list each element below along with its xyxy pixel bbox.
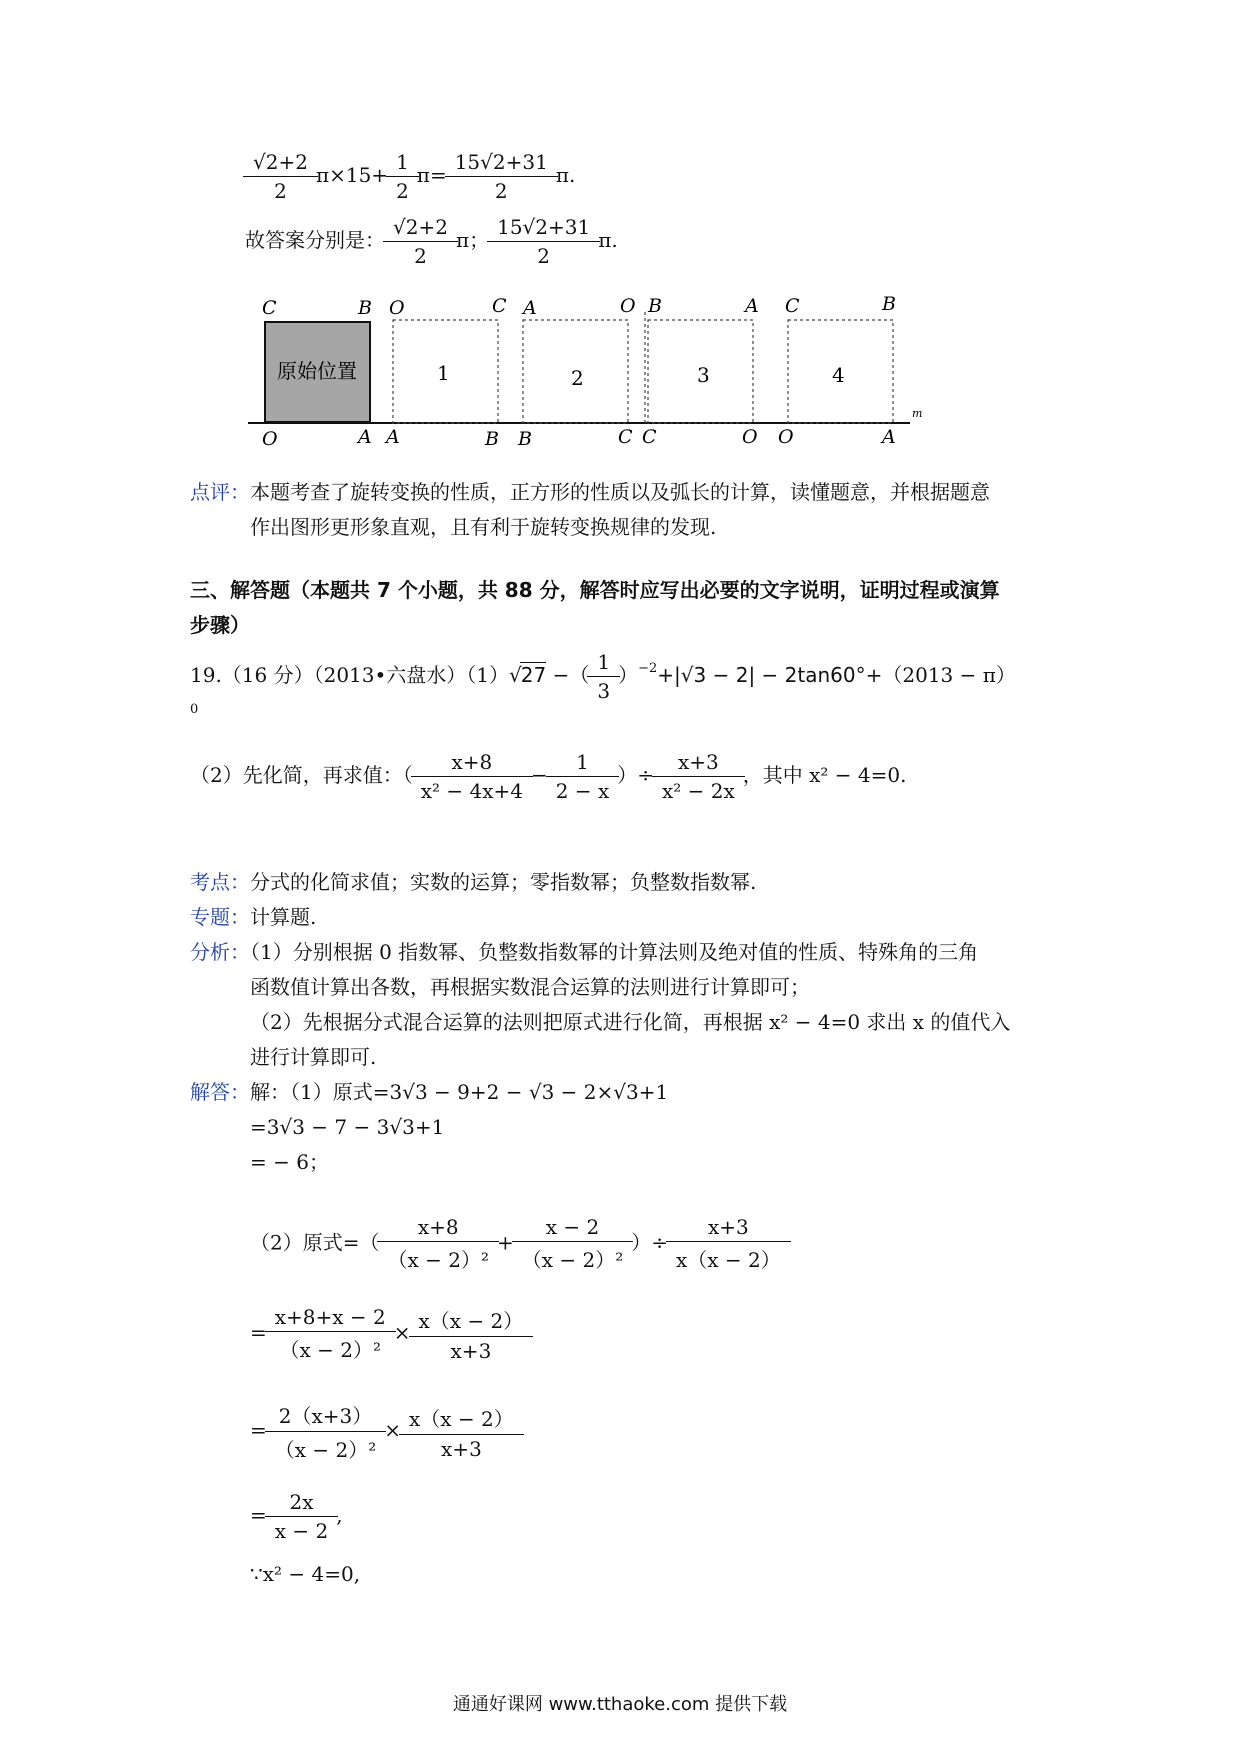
solution-step-2 [250,1305,531,1363]
kaodian-label: 考点： [190,870,250,894]
eq-text: −（ [546,663,590,687]
exponent-zero: 0 [190,702,199,717]
eq-text: π； [455,228,490,252]
eq-text: π= [416,163,447,187]
comment-block [190,475,1060,545]
zhuanti-block [190,900,1060,935]
frac-den: x² − 4x+4 [411,776,533,803]
frac-den: 2 [386,176,419,203]
square-number: 4 [832,363,845,387]
frac-den: 2 − x [546,776,619,803]
vertex-label: C [262,297,277,319]
frac-num: x（x − 2） [409,1406,514,1431]
kaodian-block [190,865,1060,900]
frac-num: x（x − 2） [418,1309,524,1333]
frac-num: √2+2 [253,150,308,174]
fenxi-block [190,935,1060,1075]
q19-part2 [190,750,907,803]
vertex-label: A [523,297,537,319]
eq-text: , [336,1503,343,1527]
eq-text: + [496,1230,514,1255]
page-footer: 通通好课网 www.tthaoke.com 提供下载 [452,1694,788,1715]
vertex-label: A [745,295,759,317]
eq-text: − [531,763,548,787]
frac-num: 2x [289,1490,314,1514]
frac-num: x+8+x − 2 [274,1305,386,1329]
frac-den: （x − 2）² [265,1431,387,1463]
eq-text: = [250,1418,267,1442]
eq-text: ）÷ [631,1230,669,1255]
frac-den: （x − 2）² [377,1241,499,1273]
rotation-diagram [0,285,1240,450]
zhuanti-label: 专题： [190,905,250,929]
eq-text: ）÷ [617,763,655,787]
fenxi-text: 进行计算即可. [250,1045,377,1069]
axis-label: m [912,407,923,420]
eq-text: +（2013 − π） [865,663,1016,687]
eq-text: × [393,1320,411,1345]
square-number: 2 [571,366,584,390]
frac-num: 2（x+3） [278,1404,373,1428]
answer-prefix: 故答案分别是： [245,228,385,252]
frac-den: x − 2 [265,1516,338,1543]
section-heading-line: 步骤） [190,613,250,637]
section-heading [190,573,1060,643]
vertex-label: B [358,297,372,319]
question-prefix: 19.（16 分）（2013•六盘水）（1） [190,663,510,687]
frac-den: （x − 2）² [512,1241,634,1273]
vertex-label: B [648,295,662,317]
frac-num: 1 [576,750,589,774]
fenxi-text: （2）先根据分式混合运算的法则把原式进行化简，再根据 x² − 4=0 求出 x 的值代入 [250,1010,1011,1034]
solution-line: =3√3 − 7 − 3√3+1 [250,1115,445,1139]
kaodian-text: 分式的化简求值；实数的运算；零指数幂；负整数指数幂. [250,870,757,894]
frac-num: x+3 [678,750,719,774]
vertex-label: O [389,297,405,319]
jieda-block [190,1075,1060,1180]
answer-line [245,215,618,268]
radicand: 27 [520,663,547,687]
top-equation [245,150,575,203]
sqrt-sign: √ [509,663,522,687]
zhuanti-text: 计算题. [250,905,317,929]
section-heading-line: 三、解答题（本题共 7 个小题，共 88 分，解答时应写出必要的文字说明，证明过程或演算 [190,578,1000,602]
square-number: 3 [697,363,710,387]
eq-text: = [250,1503,267,1527]
frac-num: 15√2+31 [497,215,591,239]
frac-den: x+3 [399,1434,524,1461]
jieda-label: 解答： [190,1080,250,1104]
solution-step-4 [250,1490,343,1543]
frac-den: x（x − 2） [666,1241,791,1273]
question-prefix: （2）先化简，再求值：（ [190,763,413,787]
exponent: −2 [638,661,658,677]
bottom-vertex-labels [262,426,896,450]
solution-step-1 [250,1215,789,1273]
eq-text: （2）原式=（ [250,1230,380,1255]
vertex-label: O [742,426,758,448]
vertex-label: A [358,426,372,448]
comment-text: 本题考查了旋转变换的性质，正方形的性质以及弧长的计算，读懂题意，并根据题意 [250,480,990,504]
vertex-label: C [642,426,657,448]
frac-den: 2 [445,176,558,203]
frac-num: 1 [396,150,409,174]
solution-line: = − 6； [250,1150,329,1174]
vertex-label: A [882,426,896,448]
frac-den: 2 [243,176,318,203]
eq-text: π. [598,228,618,252]
square-number: 1 [437,361,450,385]
eq-text: +|√3 − 2| − 2tan60° [657,663,866,687]
comment-label: 点评： [190,480,250,504]
solution-step-3 [250,1400,522,1463]
frac-num: 15√2+31 [454,150,548,174]
frac-den: x² − 2x [652,776,745,803]
fenxi-label: 分析： [190,940,250,964]
frac-den: 2 [383,241,458,268]
frac-num: √2+2 [393,215,448,239]
fenxi-text: 函数值计算出各数，再根据实数混合运算的法则进行计算即可； [250,975,810,999]
vertex-label: C [618,426,633,448]
top-vertex-labels [262,293,896,319]
original-label: 原始位置 [277,359,357,383]
solution-line: 解：（1）原式=3√3 − 9+2 − √3 − 2×√3+1 [250,1080,669,1104]
vertex-label: B [518,428,532,450]
eq-text: = [250,1320,267,1345]
frac-den: x+3 [409,1336,534,1363]
vertex-label: O [778,426,794,448]
eq-text: ） [618,663,639,687]
vertex-label: B [882,293,896,315]
vertex-label: C [492,295,507,317]
vertex-label: C [785,295,800,317]
eq-text: × [384,1418,402,1442]
frac-num: x+8 [417,1215,459,1239]
fenxi-text: （1）分别根据 0 指数幂、负整数指数幂的计算法则及绝对值的性质、特殊角的三角 [250,940,979,964]
frac-num: x+3 [708,1215,749,1239]
frac-num: x+8 [451,750,493,774]
frac-den: 2 [487,241,600,268]
q19-part1 [190,650,1016,703]
frac-den: （x − 2）² [265,1331,396,1363]
eq-text: ，其中 x² − 4=0. [742,763,907,787]
solution-last-line: ∵x² − 4=0, [250,1562,361,1586]
vertex-label: O [262,428,278,450]
vertex-label: A [386,426,400,448]
frac-den: 3 [587,676,620,703]
vertex-label: O [620,295,636,317]
frac-num: 1 [597,650,611,674]
eq-text: π. [555,163,576,187]
eq-text: π×15+ [315,163,389,187]
frac-num: x − 2 [545,1215,600,1239]
vertex-label: B [485,428,499,450]
comment-text: 作出图形更形象直观，且有利于旋转变换规律的发现. [250,515,717,539]
